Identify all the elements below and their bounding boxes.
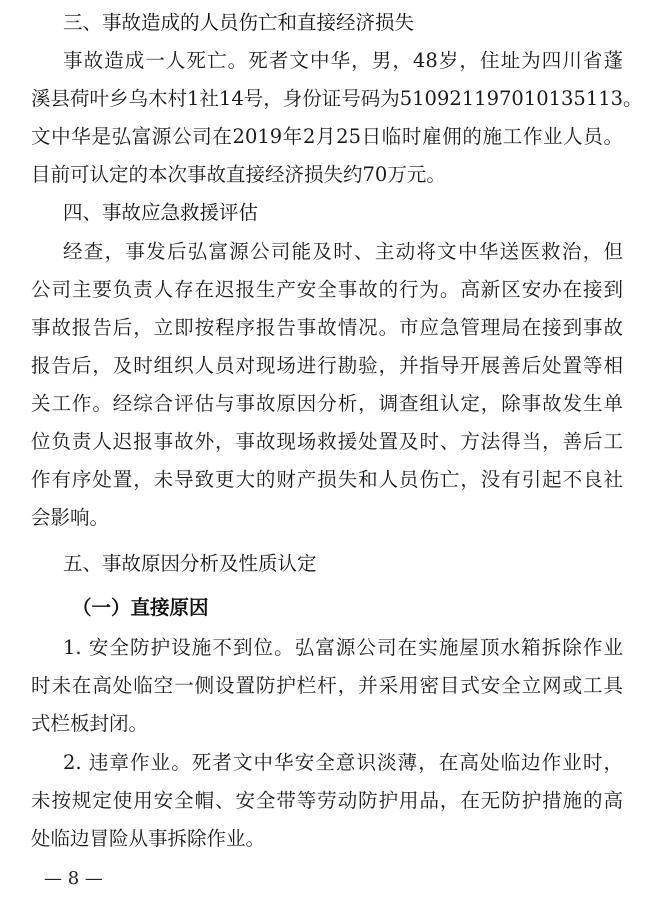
paragraph-line: 作有序处置，未导致更大的财产损失和人员伤亡，没有引起不良社 <box>31 468 623 491</box>
paragraph-line: 位负责人迟报事故外，事故现场救援处置及时、方法得当，善后工 <box>31 430 623 453</box>
subsection-heading: （一）直接原因 <box>72 596 209 619</box>
list-item-line: 2. 违章作业。死者文中华安全意识淡薄，在高处临边作业时， <box>63 751 623 774</box>
page-number: — 8 — <box>44 868 103 889</box>
paragraph-line: 报告后，及时组织人员对现场进行勘验，并指导开展善后处置等相 <box>31 354 623 377</box>
paragraph-line: 经查，事发后弘富源公司能及时、主动将文中华送医救治，但 <box>63 240 623 263</box>
paragraph-line: 溪县荷叶乡乌木村1社14号，身份证号码为510921197010135113。 <box>31 87 643 110</box>
list-item-line: 时未在高处临空一侧设置防护栏杆，并采用密目式安全立网或工具 <box>31 674 623 697</box>
paragraph-line: 公司主要负责人存在迟报生产安全事故的行为。高新区安办在接到 <box>31 278 623 301</box>
paragraph-line: 事故造成一人死亡。死者文中华，男，48岁，住址为四川省蓬 <box>63 49 623 72</box>
list-item-line: 1. 安全防护设施不到位。弘富源公司在实施屋顶水箱拆除作业 <box>63 636 623 659</box>
section-heading-3: 三、事故造成的人员伤亡和直接经济损失 <box>63 11 415 34</box>
section-heading-4: 四、事故应急救援评估 <box>63 201 259 224</box>
list-item-line: 处临边冒险从事拆除作业。 <box>31 827 266 850</box>
paragraph-line: 目前可认定的本次事故直接经济损失约70万元。 <box>31 163 446 186</box>
list-item-line: 未按规定使用安全帽、安全带等劳动防护用品，在无防护措施的高 <box>31 789 623 812</box>
paragraph-line: 文中华是弘富源公司在2019年2月25日临时雇佣的施工作业人员。 <box>31 125 623 148</box>
paragraph-line: 会影响。 <box>31 506 110 529</box>
paragraph-line: 关工作。经综合评估与事故原因分析，调查组认定，除事故发生单 <box>31 392 623 415</box>
paragraph-line: 事故报告后，立即按程序报告事故情况。市应急管理局在接到事故 <box>31 316 623 339</box>
list-item-line: 式栏板封闭。 <box>31 712 149 735</box>
section-heading-5: 五、事故原因分析及性质认定 <box>63 552 317 575</box>
